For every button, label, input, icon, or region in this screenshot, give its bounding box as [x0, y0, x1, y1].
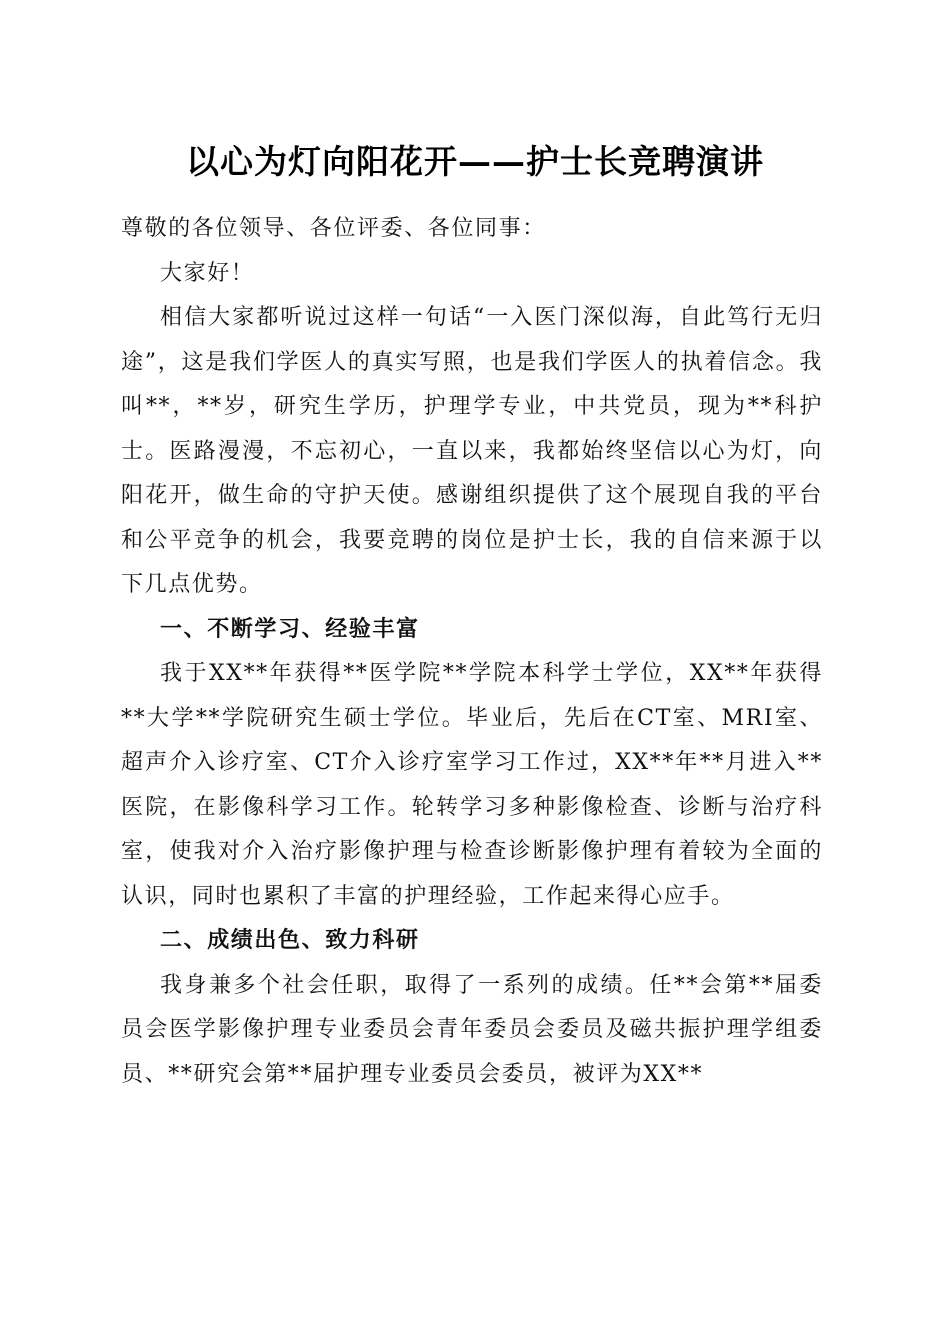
- salutation: 尊敬的各位领导、各位评委、各位同事：: [121, 216, 546, 241]
- section-paragraph-2: 我身兼多个社会任职，取得了一系列的成绩。任**会第**届委员会医学影像护理专业委员会青年委员会委员及磁共振护理学组委员、**研究会第**届护理专业委员会委员，被评为XX**: [121, 972, 823, 1087]
- greeting: 大家好！: [160, 260, 255, 286]
- section-heading-2: 二、成绩出色、致力科研: [160, 928, 420, 953]
- document-title: 以心为灯向阳花开——护士长竞聘演讲: [186, 142, 764, 181]
- intro-paragraph: 相信大家都听说过这样一句话“一入医门深似海，自此笃行无归途”，这是我们学医人的真实写照，也是我们学医人的执着信念。我叫**，**岁，研究生学历，护理学专业，中共党员，现为**科护士。医路漫漫，不忘初心，一直以来，我都始终坚信以心为灯，向阳花开，做生命的守护天使。感谢组织提供了这个展现自我的平台和公平竞争的机会，我要竞聘的岗位是护士长，我的自信来源于以下几点优势。: [121, 305, 823, 597]
- section-heading-1: 一、不断学习、经验丰富: [160, 616, 420, 642]
- document-body: [121, 207, 823, 1097]
- section-paragraph-1: 我于XX**年获得**医学院**学院本科学士学位，XX**年获得**大学**学院研究生硕士学位。毕业后，先后在CT室、MRI室、超声介入诊疗室、CT介入诊疗室学习工作过，XX**年**月进入**医院，在影像科学习工作。轮转学习多种影像检查、诊断与治疗科室，使我对介入治疗影像护理与检查诊断影像护理有着较为全面的认识，同时也累积了丰富的护理经验，工作起来得心应手。: [121, 661, 823, 909]
